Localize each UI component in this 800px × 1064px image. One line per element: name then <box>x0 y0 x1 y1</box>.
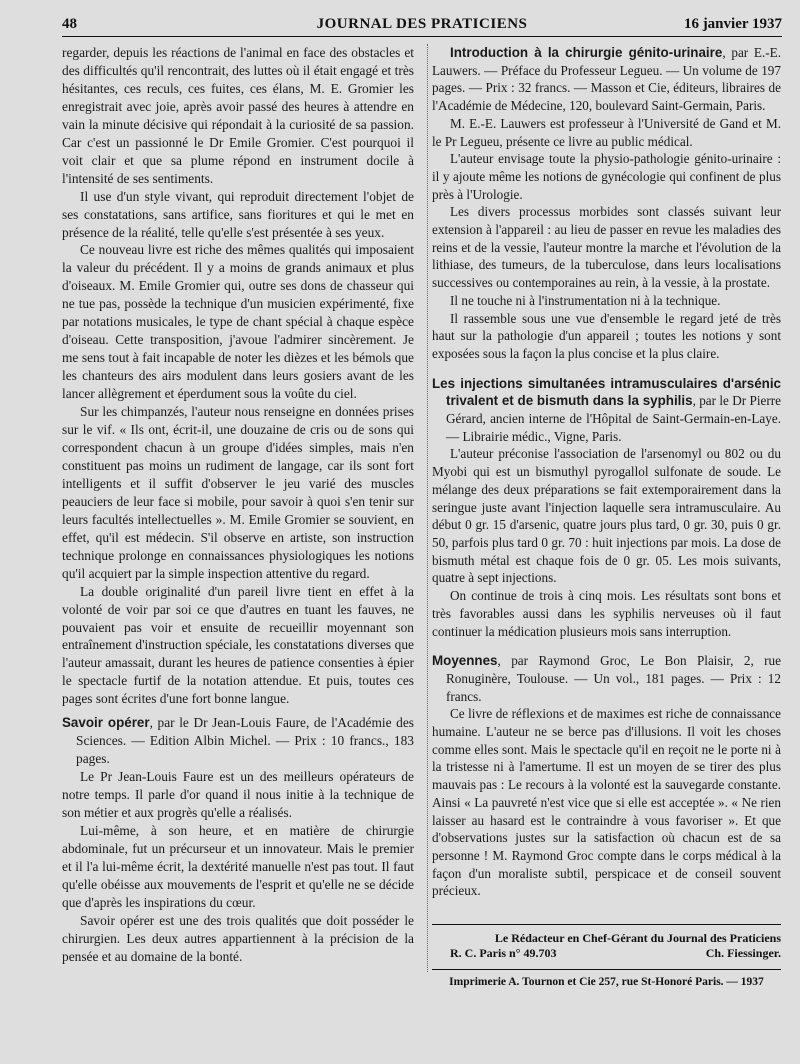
page-number: 48 <box>62 16 77 32</box>
paragraph: Il rassemble sous une vue d'ensemble le regard jeté de très haut sur la pathologie d'un appareil ; toutes les notions y sont exposées sous la façon la plus concise et la plus claire. <box>432 310 781 361</box>
review-bibliography: , par le Dr Jean-Louis Faure, de l'Académie des Sciences. — Edition Albin Michel. — Prix : 10 francs., 183 pages. <box>76 715 414 767</box>
issue-date: 16 janvier 1937 <box>683 16 782 32</box>
review-heading <box>432 44 781 115</box>
paragraph: L'auteur préconise l'association de l'arsenomyl ou 802 ou du Myobi qui est un bismuthyl pyrogallol sulfonate de soude. Le mélange des deux préparations se fait extemporairement dans la seringue juste avant l'injection laquelle sera intramusculaire. Au début 0 gr. 15 d'arsenic, quatre jours plus tard, 0 gr. 30, puis 0 gr. 50, parfois plus tard 0 gr. 70 : huit injections par mois. La dose de bismuth métal est chaque fois de 0 gr. 05. Les mois suivants, quatre à sept injections. <box>432 446 781 586</box>
review-entry-injections <box>432 375 781 641</box>
paragraph: Les divers processus morbides sont classés suivant leur extension à l'appareil : au lieu de passer en revue les maladies des reins et de la vessie, l'auteur montre la marche et l'évolution de la lithiase, des tumeurs, de la tuberculose, dans leurs localisations successives ou contemporaines au rein, à la vessie, à la prostate. <box>432 204 781 291</box>
rc-number: R. C. Paris n° 49.703 <box>450 946 557 960</box>
review-title: Savoir opérer <box>62 715 150 731</box>
paragraph: L'auteur envisage toute la physio-pathologie génito-urinaire : il y ajoute même les notions de gynécologie qui confinent de plus près à l'Urologie. <box>432 151 781 202</box>
column-divider <box>427 44 428 972</box>
paragraph: Sur les chimpanzés, l'auteur nous renseigne en données prises sur le vif. « Ils ont, écrit-il, une douzaine de cris ou de sons qui correspondent chacun à un groupe d'idées simples, mais n'en constituent pas moins un rudiment de langage, car ils sont fort intelligents et il suffit d'observer le jeu varié des muscles peauciers de leur face si mobile, pour savoir à quoi s'en tenir sur leurs facultés intellectuelles ». M. Emile Gromier se souvient, en effet, qu'il est médecin. S'il observe en artiste, son instruction technique prolonge en connaissances physiologiques les notions qu'il acquiert par la simple inspection attentive du regard. <box>62 404 414 581</box>
gerant-name: Ch. Fiessinger. <box>705 946 781 960</box>
gerant-line: Le Rédacteur en Chef-Gérant du Journal des Praticiens <box>494 931 781 945</box>
paragraph: Savoir opérer est une des trois qualités que doit posséder le chirurgien. Les deux autres appartiennent à la précision de la pensée et au domaine de la bonté. <box>62 912 414 964</box>
page-header <box>62 10 782 36</box>
review-entry-savoir-operer <box>62 714 414 965</box>
review-heading <box>432 652 781 705</box>
review-entry-chirurgie <box>432 44 781 363</box>
paragraph: On continue de trois à cinq mois. Les résultats sont bons et très favorables aussi dans les syphilis nerveuses où il faut continuer la médication plusieurs mois sans interruption. <box>432 588 781 639</box>
review-bibliography: , par le Dr Pierre Gérard, ancien interne de l'Hôpital de Saint-Germain-en-Laye. — Librairie médic., Vigne, Paris. <box>446 393 781 444</box>
page-footer <box>432 924 781 988</box>
footer-rule <box>432 924 781 925</box>
journal-title: JOURNAL DES PRATICIENS <box>316 16 528 32</box>
paragraph: M. E.-E. Lauwers est professeur à l'Université de Gand et M. le Pr Legueu, présente ce livre au public médical. <box>432 115 781 149</box>
paragraph: Ce nouveau livre est riche des mêmes qualités qui imposaient la valeur du précédent. Il y a moins de grands animaux et plus d'oiseaux. M. Emile Gromier qui, outre ses dons de chasseur qui ne tue pas, possède la technique d'un musicien expérimenté, fixe par notations musicales, le type de chant spécial à chaque espèce d'oiseau. Cette transposition, j'avoue l'admirer sincèrement. Je me sens tout à fait incapable de noter les dièzes et les bémols que les chanteurs des airs modulent dans leurs gosiers avant de les lancer allègrement et éperdument sous la voûte du ciel. <box>62 242 414 402</box>
review-title: Les injections simultanées intramusculaires d'arsénic trivalent et de bismuth dans la syphilis <box>432 375 781 409</box>
review-title: Introduction à la chirurgie génito-urinaire <box>450 45 723 60</box>
review-heading <box>432 375 781 446</box>
paragraph: Le Pr Jean-Louis Faure est un des meilleurs opérateurs de notre temps. Il parle d'or quand il nous initie à la technique de son métier et aux progrès qu'elle a réalisés. <box>62 769 414 821</box>
paragraph: La double originalité d'un pareil livre tient en effet à la volonté de voir par soi ce que d'autres en tuant les fauves, ne pouvaient pas voir et ensuite de recueillir moyennant son entraînement d'instruction spéciale, les constatations diverses que l'auteur amassait, durant les heures de patience consenties à épier le spectacle furtif de la notation attendue. Et puis, toutes ces pages sont écrites d'une fort bonne langue. <box>62 583 414 707</box>
review-title: Moyennes <box>432 653 498 669</box>
left-column <box>62 44 414 966</box>
printer-line: Imprimerie A. Tournon et Cie 257, rue St-Honoré Paris. — 1937 <box>449 976 764 988</box>
paragraph: Il use d'un style vivant, qui reproduit directement l'objet de ses constatations, sans artifice, sans fioritures et qui le met en présence de la réalité, telle qu'elle s'est présentée à ses yeux. <box>62 188 414 240</box>
review-entry-moyennes <box>432 652 781 900</box>
paragraph: Ce livre de réflexions et de maximes est riche de connaissance humaine. L'auteur ne se berce pas d'illusions. Il voit les choses comme elles sont. Mais le spectacle qu'il en reçoit ne le porte ni à la tristesse ni à l'amertume. Il est un moyen de se tirer des plus mauvais pas : Le recours à la volonté est la sauvegarde constante. Ainsi « La pauvreté n'est vice que si elle est acceptée ». « Ne rien laisser au hasard est le contraindre à vous favoriser ». Et que d'observations justes sur la satisfaction où chacun est de sa personne ! M. Raymond Groc compte dans le corps médical à la façon d'un moraliste subtil, perspicace et de conseil souvent précieux. <box>432 706 781 899</box>
footer-rule-2 <box>432 969 781 970</box>
paragraph: Lui-même, à son heure, et en matière de chirurgie abdominale, fut un précurseur et un innovateur. Mais le premier et il l'a lui-même écrit, la dextérité manuelle n'est pas tout. Il faut qu'elle obéisse aux mouvements de l'esprit et qu'elle ne se décide que d'après les inspirations du cœur. <box>62 822 414 910</box>
right-column <box>432 44 781 900</box>
review-bibliography: , par Raymond Groc, Le Bon Plaisir, 2, rue Ronuginère, Toulouse. — Un vol., 181 pages. — Prix : 12 francs. <box>446 653 781 704</box>
paragraph: Il ne touche ni à l'instrumentation ni à la technique. <box>450 292 721 308</box>
review-heading <box>62 714 414 768</box>
paragraph: regarder, depuis les réactions de l'animal en face des obstacles et des difficultés qu'il rencontrait, des luttes où il était engagé et très hésitantes, ces reculs, ces fuites, ces élans, M. E. Gromier les enregistrait avec joie, après avoir passé des heures à attendre en vain la minute décisive qui répondait à la curiosité de sa passion. Car c'est un passionné le Dr Emile Gromier. C'est pourquoi il voit clair et que sa plume répond en instrument docile à l'intensité de ses sentiments. <box>62 45 414 186</box>
header-rule <box>62 36 782 37</box>
registration-line <box>432 946 781 961</box>
review-bibliography: , par E.-E. Lauwers. — Préface du Professeur Legueu. — Un volume de 197 pages. — Prix : 32 francs. — Masson et Cie, éditeurs, libraires de l'Académie de Médecine, 120, boulevard Saint-Germain, Paris. <box>432 45 781 114</box>
